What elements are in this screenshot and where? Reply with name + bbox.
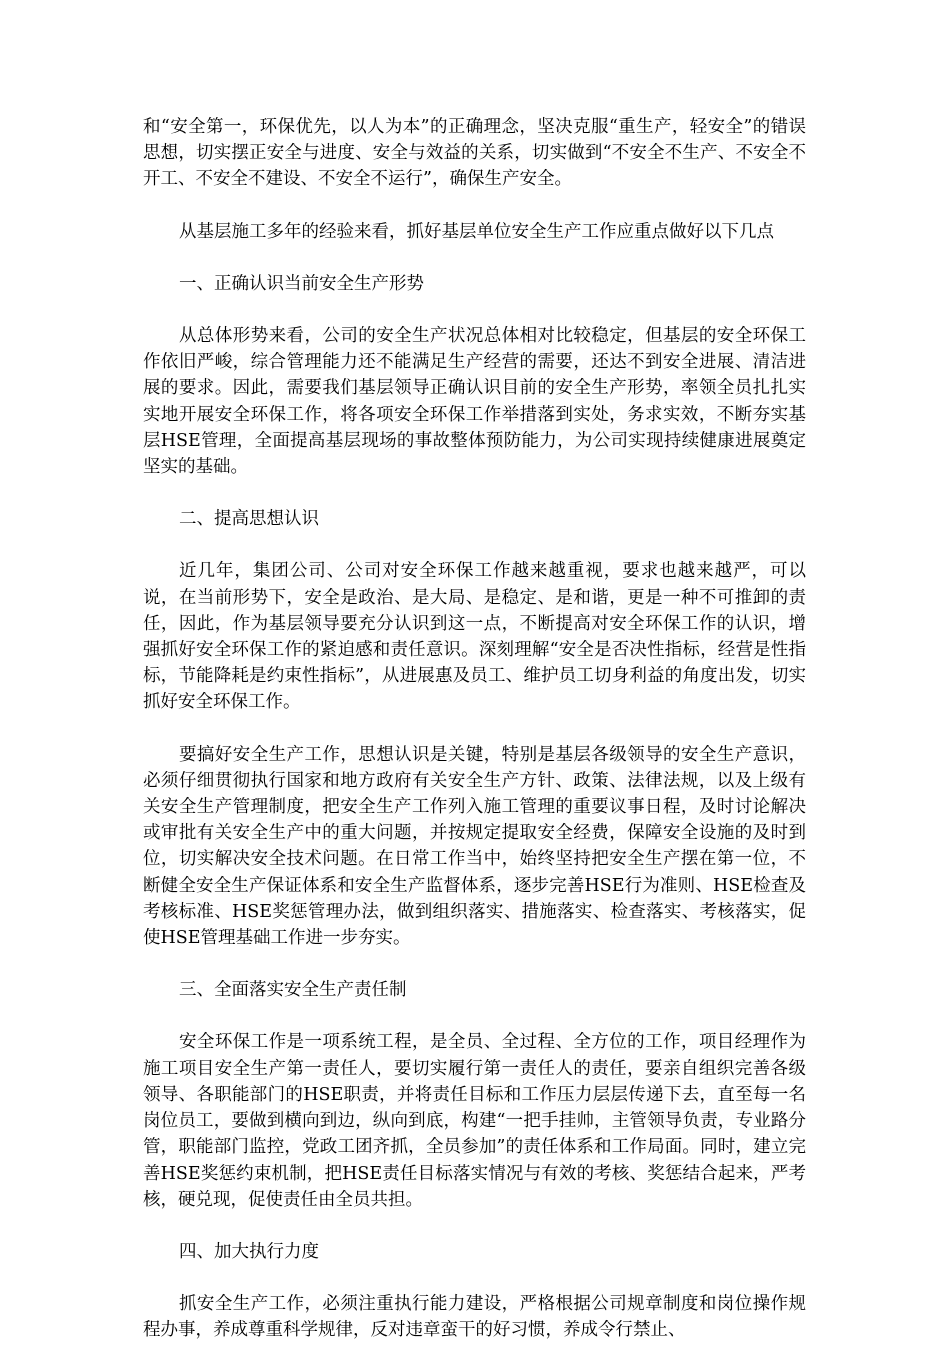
section-heading-1: 一、正确认识当前安全生产形势 bbox=[179, 273, 424, 294]
section-heading-3: 三、全面落实安全生产责任制 bbox=[179, 980, 407, 1001]
document-body bbox=[143, 114, 806, 1370]
paragraph-1: 和“安全第一，环保优先，以人为本”的正确理念，坚决克服“重生产，轻安全”的错误思想，切实摆正安全与进度、安全与效益的关系，切实做到“不安全不生产、不安全不开工、不安全不建设、不安全不运行”，确保生产安全。 bbox=[143, 117, 806, 190]
section-heading-2: 二、提高思想认识 bbox=[179, 509, 319, 530]
paragraph-3: 从总体形势来看，公司的安全生产状况总体相对比较稳定，但基层的安全环保工作依旧严峻，综合管理能力还不能满足生产经营的需要，还达不到安全进展、清洁进展的要求。因此，需要我们基层领导正确认识目前的安全生产形势，率领全员扎扎实实地开展安全环保工作，将各项安全环保工作举措落到实处，务求实效，不断夯实基层HSE管理，全面提高基层现场的事故整体预防能力，为公司实现持续健康进展奠定坚实的基础。 bbox=[143, 326, 806, 478]
paragraph-6: 安全环保工作是一项系统工程，是全员、全过程、全方位的工作，项目经理作为施工项目安全生产第一责任人，要切实履行第一责任人的责任，要亲自组织完善各级领导、各职能部门的HSE职责，并将责任目标和工作压力层层传递下去，直至每一名岗位员工，要做到横向到边，纵向到底，构建“一把手挂帅，主管领导负责，专业路分管，职能部门监控，党政工团齐抓，全员参加”的责任体系和工作局面。同时，建立完善HSE奖惩约束机制，把HSE责任目标落实情况与有效的考核、奖惩结合起来，严考核，硬兑现，促使责任由全员共担。 bbox=[143, 1032, 806, 1210]
paragraph-7: 抓安全生产工作，必须注重执行能力建设，严格根据公司规章制度和岗位操作规程办事，养成尊重科学规律，反对违章蛮干的好习惯，养成令行禁止、 bbox=[143, 1294, 806, 1341]
section-heading-4: 四、加大执行力度 bbox=[179, 1241, 319, 1262]
paragraph-2: 从基层施工多年的经验来看，抓好基层单位安全生产工作应重点做好以下几点 bbox=[179, 221, 774, 242]
paragraph-5: 要搞好安全生产工作，思想认识是关键，特别是基层各级领导的安全生产意识，必须仔细贯彻执行国家和地方政府有关安全生产方针、政策、法律法规，以及上级有关安全生产管理制度，把安全生产工作列入施工管理的重要议事日程，及时讨论解决或审批有关安全生产中的重大问题，并按规定提取安全经费，保障安全设施的及时到位，切实解决安全技术问题。在日常工作当中，始终坚持把安全生产摆在第一位，不断健全安全生产保证体系和安全生产监督体系，逐步完善HSE行为准则、HSE检查及考核标准、HSE奖惩管理办法，做到组织落实、措施落实、检查落实、考核落实，促使HSE管理基础工作进一步夯实。 bbox=[143, 744, 806, 949]
paragraph-4: 近几年，集团公司、公司对安全环保工作越来越重视，要求也越来越严，可以说，在当前形势下，安全是政治、是大局、是稳定、是和谐，更是一种不可推卸的责任，因此，作为基层领导要充分认识到这一点，不断提高对安全环保工作的认识，增强抓好安全环保工作的紧迫感和责任意识。深刻理解“安全是否决性指标，经营是性指标，节能降耗是约束性指标”，从进展惠及员工、维护员工切身利益的角度出发，切实抓好安全环保工作。 bbox=[143, 561, 806, 713]
